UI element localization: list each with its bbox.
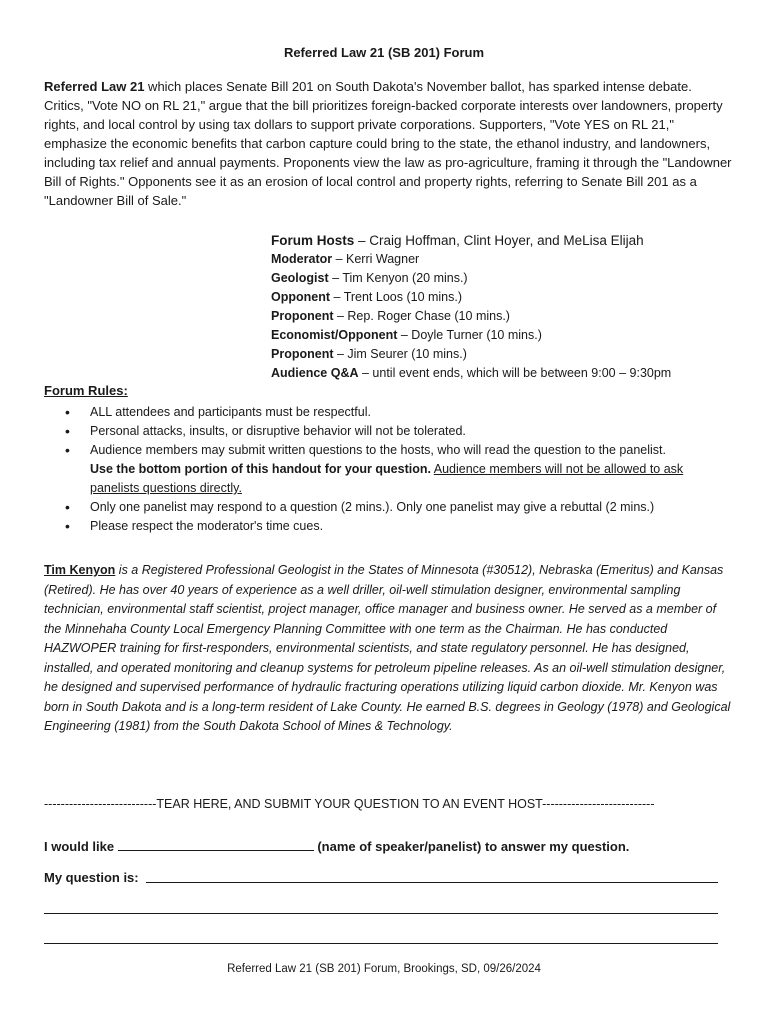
rule-item: • Only one panelist may respond to a question (2 mins.). Only one panelist may give a rebuttal (2 mins.) (90, 498, 734, 517)
schedule-role: Moderator (271, 252, 333, 266)
intro-lead: Referred Law 21 (44, 79, 145, 94)
schedule-detail: – Tim Kenyon (20 mins.) (328, 271, 468, 285)
rule-item (90, 441, 734, 498)
rule-underlined-note: Audience members will not be allowed to ask panelists questions directly. (90, 462, 684, 495)
schedule-detail: – until event ends, which will be between 9:00 – 9:30pm (358, 366, 672, 380)
rule-emphasis: Use the bottom portion of this handout for your question. (90, 462, 431, 476)
schedule-row-audience-qa (271, 364, 741, 383)
schedule-role: Opponent (271, 290, 331, 304)
schedule-role: Proponent (271, 309, 334, 323)
rules-list (44, 403, 734, 536)
speaker-request-line (44, 838, 629, 854)
intro-text: which places Senate Bill 201 on South Dakota's November ballot, has sparked intense debate. Critics, "Vote NO on RL 21," argue that the bill prioritizes foreign-backed corporate interests over landowners, property rights, and local control by using tax dollars to support private corporations. Supporters, "Vote YES on RL 21," emphasize the economic benefits that carbon capture could bring to the state, the ethanol industry, and landowners, including tax relief and annual payments. Proponents view the law as pro-agriculture, framing it through the "Landowner Bill of Rights." Opponents see it as an erosion of local control and property rights, referring to Senate Bill 201 as a "Landowner Bill of Sale." (44, 79, 732, 208)
bio-text: is a Registered Professional Geologist in the States of Minnesota (#30512), Nebraska (Emeritus) and Kansas (Retired). He has over 40 years of experience as a well driller, oil-well stimulation designer, environmental sampling technician, environmental staff scientist, project manager, office manager and business owner. He served as a member of the Minnehaha County Local Emergency Planning Committee with one term as the Chairman. He has conducted HAZWOPER training for first-responders, environmental scientists, and state regulatory personnel. He has designed, installed, and operated monitoring and cleanup systems for petroleum pipeline releases. As an oil-well stimulation designer, he designed and supervised performance of hydraulic fracturing operations utilizing liquid carbon dioxide. Mr. Kenyon was born in South Dakota and is a long-term resident of Lake County. He earned B.S. degrees in Geology (1978) and Geological Engineering (1981) from the South Dakota School of Mines & Technology. (44, 563, 731, 733)
page-footer: Referred Law 21 (SB 201) Forum, Brookings, SD, 09/26/2024 (227, 963, 541, 975)
rule-text: Audience members may submit written questions to the hosts, who will read the question to the panelist. (90, 443, 666, 457)
schedule-row-proponent-1 (271, 307, 741, 326)
rule-item: • ALL attendees and participants must be respectful. (90, 403, 734, 422)
schedule-role: Audience Q&A (271, 366, 359, 380)
schedule-detail: – Doyle Turner (10 mins.) (397, 328, 542, 342)
schedule-row-geologist (271, 269, 741, 288)
document-title: Referred Law 21 (SB 201) Forum (283, 45, 485, 60)
would-like-label: I would like (44, 839, 115, 854)
speaker-suffix-label: (name of speaker/panelist) to answer my question. (317, 839, 630, 854)
question-blank-line-1[interactable] (146, 882, 718, 883)
schedule-row-economist (271, 326, 741, 345)
schedule-row-opponent (271, 288, 741, 307)
schedule-row-hosts (271, 231, 741, 250)
intro-paragraph (44, 77, 734, 210)
schedule-role: Economist/Opponent (271, 328, 398, 342)
schedule-row-moderator (271, 250, 741, 269)
rule-item: • Please respect the moderator's time cues. (90, 517, 734, 536)
question-label-line (44, 870, 139, 885)
schedule-role: Geologist (271, 271, 329, 285)
question-blank-line-3[interactable] (44, 943, 718, 944)
rule-item: • Personal attacks, insults, or disruptive behavior will not be tolerated. (90, 422, 734, 441)
question-blank-line-2[interactable] (44, 913, 718, 914)
question-label: My question is: (44, 870, 139, 885)
schedule-detail: – Jim Seurer (10 mins.) (333, 347, 467, 361)
schedule-detail: – Craig Hoffman, Clint Hoyer, and MeLisa Elijah (354, 233, 644, 248)
schedule-role: Proponent (271, 347, 334, 361)
rules-heading: Forum Rules: (44, 383, 128, 398)
schedule-detail: – Trent Loos (10 mins.) (330, 290, 463, 304)
schedule-row-proponent-2 (271, 345, 741, 364)
schedule-detail: – Kerri Wagner (332, 252, 420, 266)
tear-line: ---------------------------TEAR HERE, AND SUBMIT YOUR QUESTION TO AN EVENT HOST--------------------------- (44, 797, 655, 811)
schedule-detail: – Rep. Roger Chase (10 mins.) (333, 309, 510, 323)
speaker-name-blank[interactable] (118, 838, 314, 851)
speaker-bio (44, 561, 734, 737)
forum-schedule (271, 231, 741, 383)
schedule-role: Forum Hosts (271, 233, 355, 248)
bio-name: Tim Kenyon (44, 563, 116, 577)
